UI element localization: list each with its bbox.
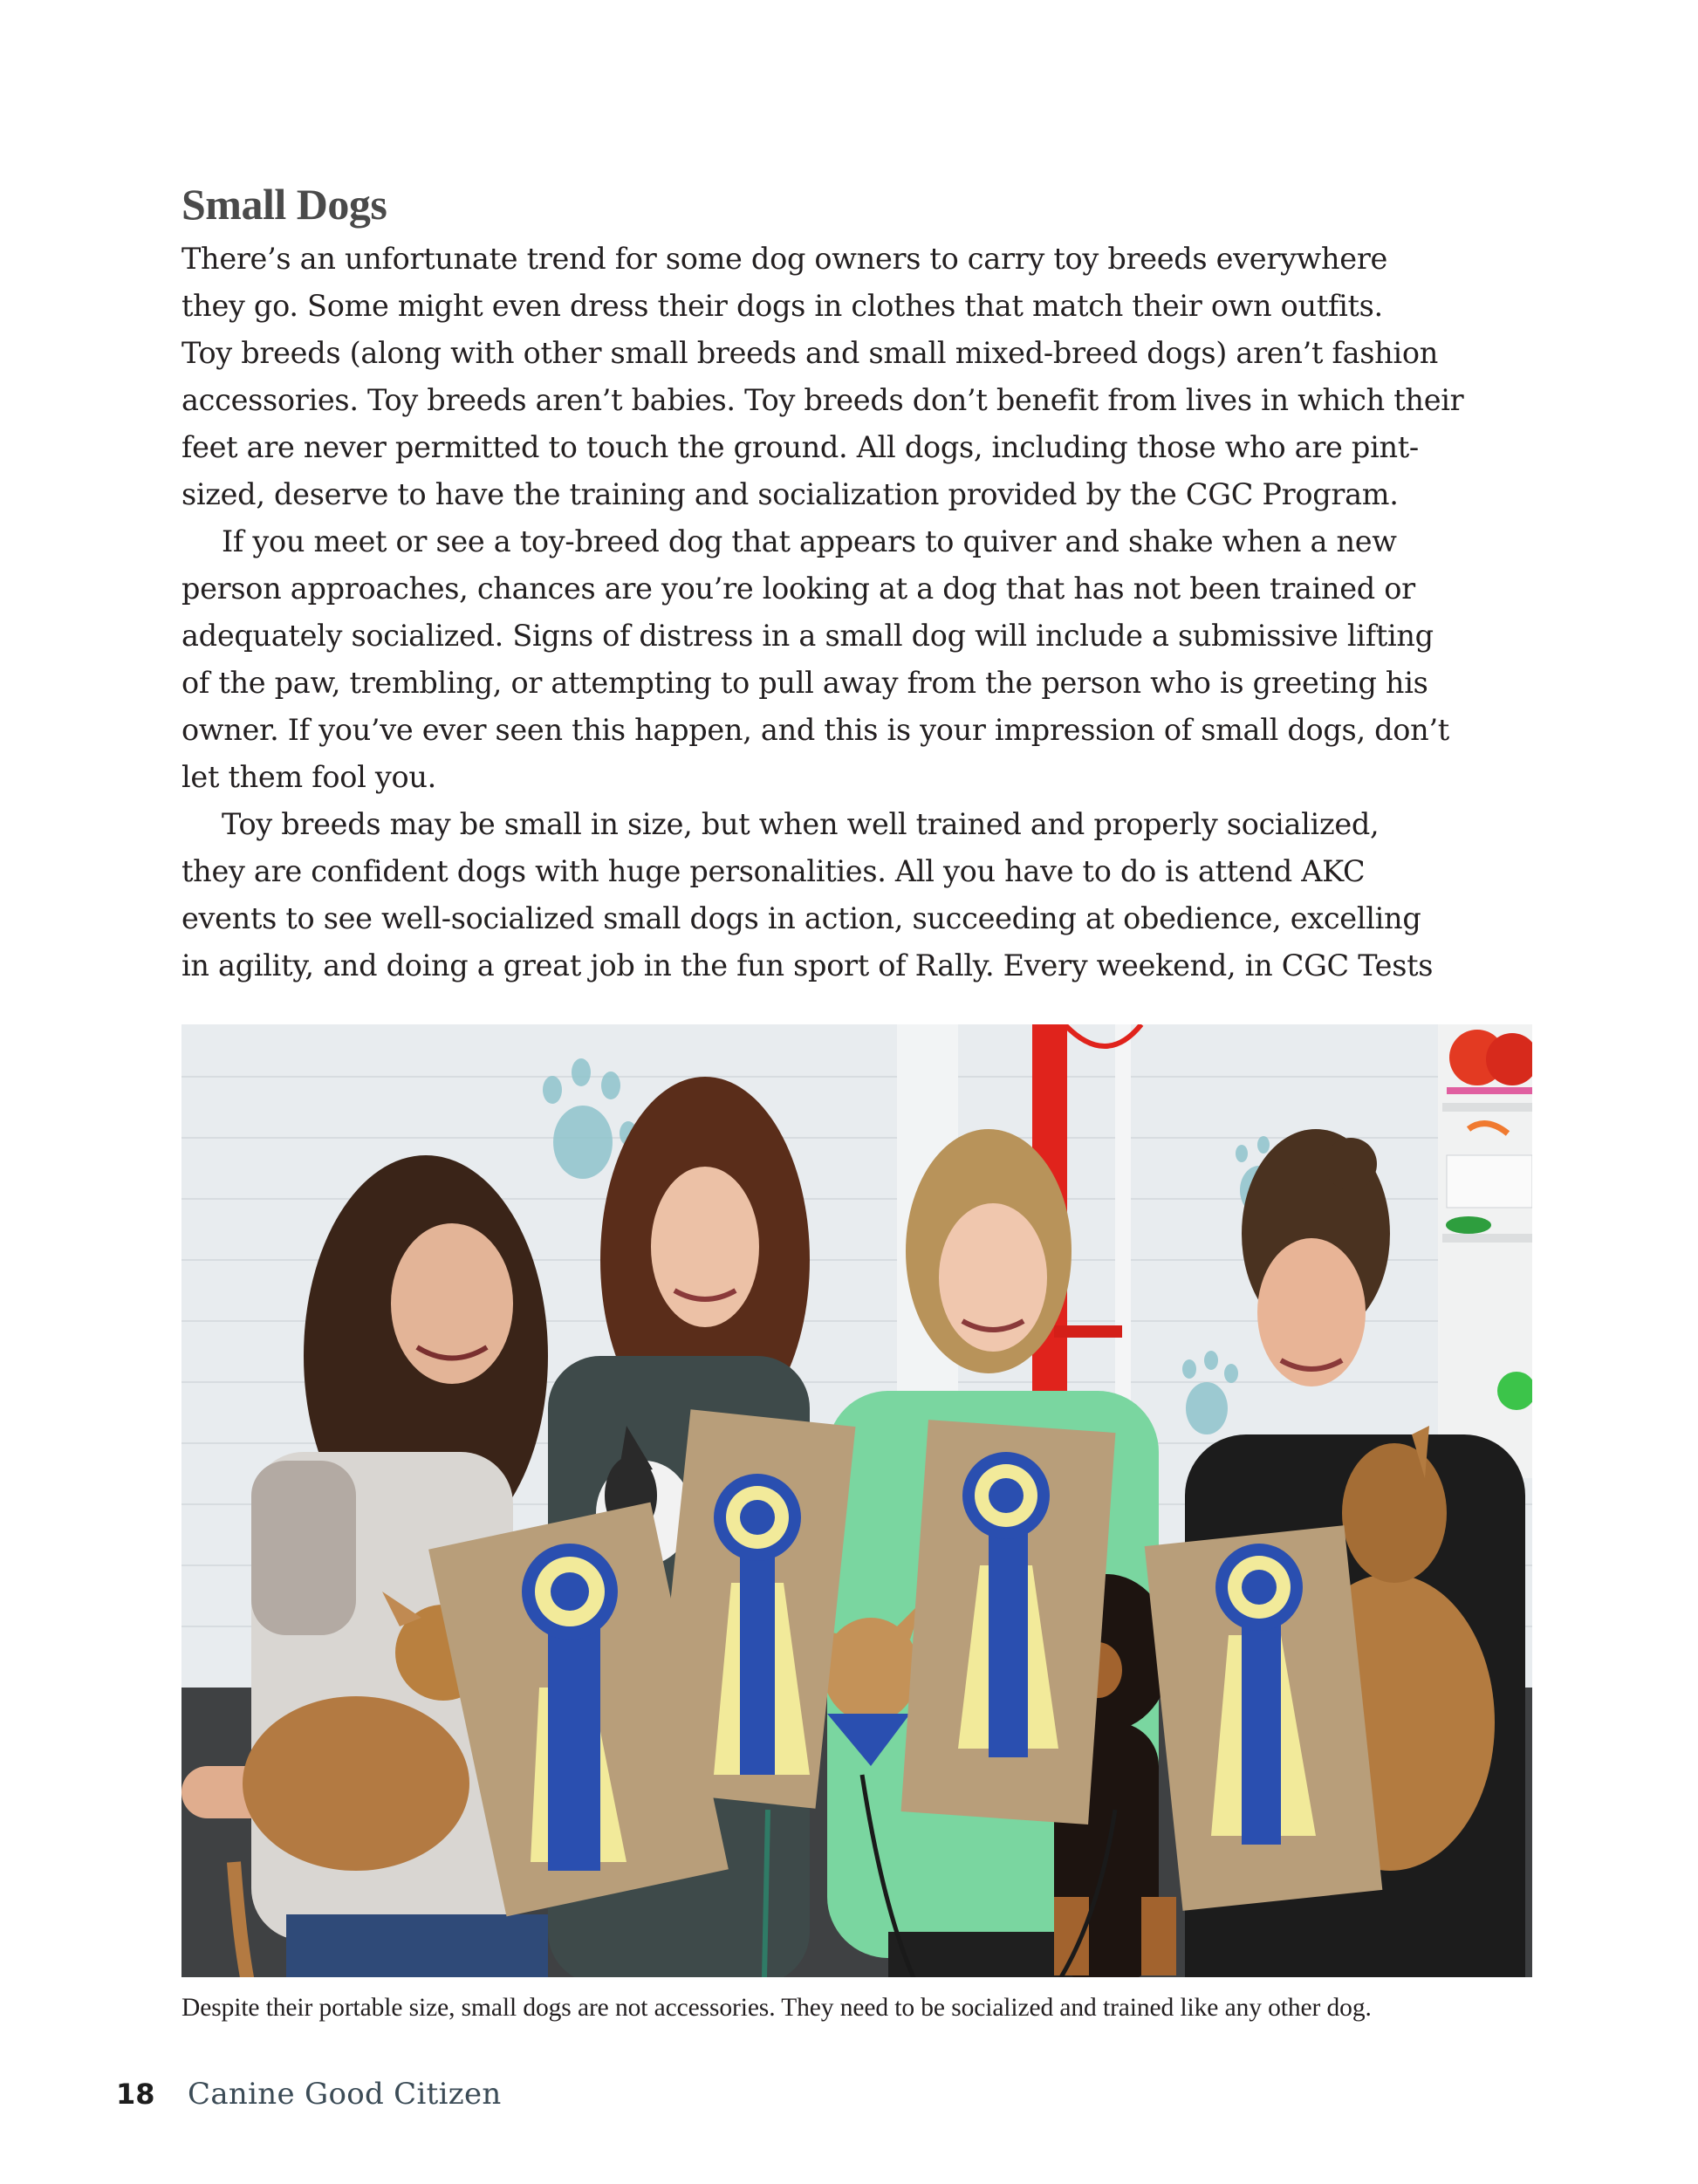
page-number: 18 — [116, 2078, 155, 2111]
text-line: accessories. Toy breeds aren’t babies. Toy breeds don’t benefit from lives in which their — [181, 383, 1464, 417]
body-text — [181, 236, 1532, 989]
running-title: Canine Good Citizen — [188, 2077, 502, 2112]
section-heading: Small Dogs — [181, 180, 387, 229]
text-line: sized, deserve to have the training and socialization provided by the CGC Program. — [181, 477, 1399, 511]
text-line: of the paw, trembling, or attempting to pull away from the person who is greeting his — [181, 666, 1428, 700]
text-line-paragraph-start: If you meet or see a toy-breed dog that appears to quiver and shake when a new — [222, 524, 1397, 558]
text-line: feet are never permitted to touch the ground. All dogs, including those who are pint- — [181, 430, 1419, 464]
text-line: they go. Some might even dress their dogs in clothes that match their own outfits. — [181, 289, 1383, 323]
text-line: Toy breeds (along with other small breeds and small mixed-breed dogs) aren’t fashion — [181, 336, 1438, 370]
photo-women-with-small-dogs — [181, 1024, 1532, 1977]
page-footer — [116, 2077, 502, 2115]
certificate-3 — [901, 1420, 1116, 1825]
text-line: they are confident dogs with huge personalities. All you have to do is attend AKC — [181, 854, 1366, 888]
photo-caption: Despite their portable size, small dogs are not accessories. They need to be socialized and trained like any other dog. — [181, 1994, 1372, 2022]
text-line: events to see well-socialized small dogs in action, succeeding at obedience, excelling — [181, 901, 1421, 935]
text-line: owner. If you’ve ever seen this happen, and this is your impression of small dogs, don’t — [181, 713, 1449, 747]
text-line: adequately socialized. Signs of distress in a small dog will include a submissive lifting — [181, 619, 1434, 653]
text-line: let them fool you. — [181, 760, 436, 794]
text-line-paragraph-start: Toy breeds may be small in size, but when well trained and properly socialized, — [222, 807, 1380, 841]
text-line: There’s an unfortunate trend for some dog owners to carry toy breeds everywhere — [181, 242, 1388, 276]
certificate-4 — [1145, 1525, 1383, 1911]
text-line: in agility, and doing a great job in the fun sport of Rally. Every weekend, in CGC Tests — [181, 948, 1434, 982]
text-line: person approaches, chances are you’re looking at a dog that has not been trained or — [181, 572, 1415, 606]
